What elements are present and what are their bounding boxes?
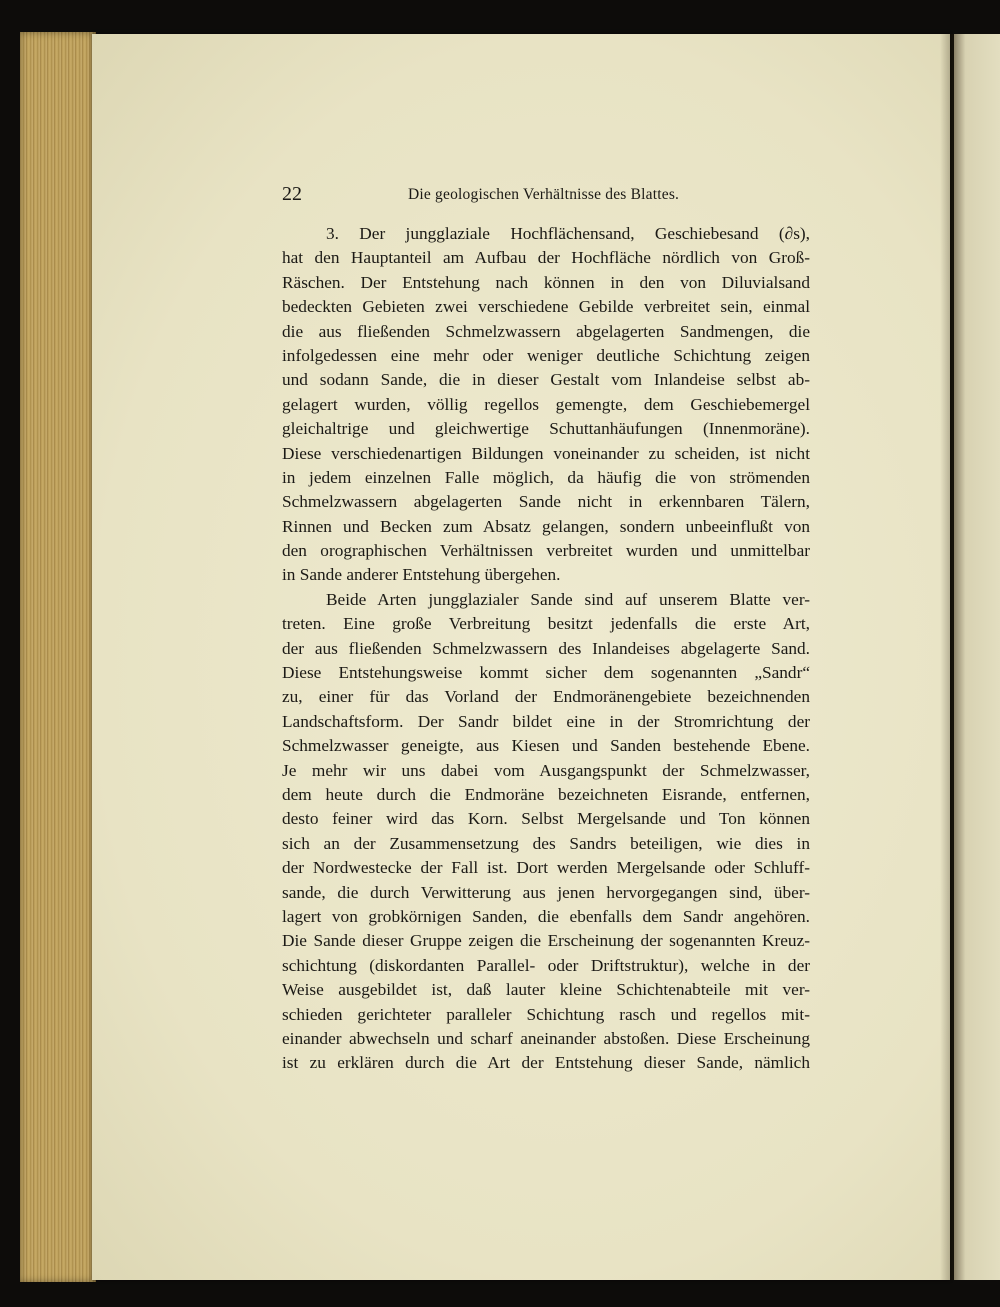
text-line: und sodann Sande, die in dieser Gestalt vom Inlandeise selbst ab- xyxy=(282,370,810,390)
text-line: den orographischen Verhältnissen verbreitet wurden und unmittelbar xyxy=(282,541,810,561)
text-line: ist zu erklären durch die Art der Entstehung dieser Sande, nämlich xyxy=(282,1053,810,1073)
body-text xyxy=(282,222,810,1076)
text-line: Räschen. Der Entstehung nach können in den von Diluvialsand xyxy=(282,272,810,292)
paragraph-2 xyxy=(282,588,810,1076)
text-line: Landschaftsform. Der Sandr bildet eine in der Stromrichtung der xyxy=(282,711,810,731)
text-line: die aus fließenden Schmelzwassern abgelagerten Sandmengen, die xyxy=(282,321,810,341)
page-gutter-shadow xyxy=(940,34,954,1280)
text-line: der Nordwestecke der Fall ist. Dort werden Mergelsande oder Schluff- xyxy=(282,858,810,878)
text-line: in Sande anderer Entstehung übergehen. xyxy=(282,565,561,585)
text-line: 3. Der jungglaziale Hochflächensand, Geschiebesand (∂s), xyxy=(326,224,810,243)
text-line: gleichaltrige und gleichwertige Schuttanhäufungen (Innenmoräne). xyxy=(282,419,810,439)
paragraph-1 xyxy=(282,222,810,588)
text-line: in jedem einzelnen Falle möglich, da häufig die von strömenden xyxy=(282,467,810,487)
text-line: desto feiner wird das Korn. Selbst Mergelsande und Ton können xyxy=(282,809,810,829)
book-page-edges xyxy=(20,32,96,1282)
text-line: Die Sande dieser Gruppe zeigen die Erscheinung der sogenannten Kreuz- xyxy=(282,931,810,951)
page-number: 22 xyxy=(282,183,302,205)
text-line: treten. Eine große Verbreitung besitzt jedenfalls die erste Art, xyxy=(282,614,810,634)
text-line: dem heute durch die Endmoräne bezeichneten Eisrande, entfernen, xyxy=(282,784,810,804)
text-line: sich an der Zusammensetzung des Sandrs beteiligen, wie dies in xyxy=(282,833,810,853)
text-line: Beide Arten jungglazialer Sande sind auf unserem Blatte ver- xyxy=(326,589,810,609)
text-line: der aus fließenden Schmelzwassern des Inlandeises abgelagerte Sand. xyxy=(282,638,810,658)
text-line: hat den Hauptanteil am Aufbau der Hochfläche nördlich von Groß- xyxy=(282,248,810,268)
text-line: Schmelzwasser geneigte, aus Kiesen und Sanden bestehende Ebene. xyxy=(282,736,810,756)
text-line: gelagert wurden, völlig regellos gemengte, dem Geschiebemergel xyxy=(282,394,810,414)
text-line: Weise ausgebildet ist, daß lauter kleine Schichtenabteile mit ver- xyxy=(282,980,810,1000)
text-line: Schmelzwassern abgelagerten Sande nicht in erkennbaren Tälern, xyxy=(282,492,810,512)
text-line: einander abwechseln und scharf aneinander abstoßen. Diese Erscheinung xyxy=(282,1028,810,1048)
text-line: lagert von grobkörnigen Sanden, die ebenfalls dem Sandr angehören. xyxy=(282,906,810,926)
text-line: bedeckten Gebieten zwei verschiedene Gebilde verbreitet sein, einmal xyxy=(282,297,810,317)
text-line: Je mehr wir uns dabei vom Ausgangspunkt der Schmelzwasser, xyxy=(282,760,810,780)
text-line: sande, die durch Verwitterung aus jenen hervorgegangen sind, über- xyxy=(282,882,810,902)
text-line: schichtung (diskordanten Parallel- oder Driftstruktur), welche in der xyxy=(282,955,810,975)
running-title: Die geologischen Verhältnisse des Blattes. xyxy=(408,186,680,203)
facing-page-edge xyxy=(954,34,1000,1280)
text-line: infolgedessen eine mehr oder weniger deutliche Schichtung zeigen xyxy=(282,345,810,365)
text-line: schieden gerichteter paralleler Schichtung rasch und regellos mit- xyxy=(282,1004,810,1024)
text-line: Diese verschiedenartigen Bildungen voneinander zu scheiden, ist nicht xyxy=(282,443,810,463)
text-line: Diese Entstehungsweise kommt sicher dem sogenannten „Sandr“ xyxy=(282,663,810,683)
text-line: zu, einer für das Vorland der Endmoränengebiete bezeichnenden xyxy=(282,687,810,707)
text-line: Rinnen und Becken zum Absatz gelangen, sondern unbeeinflußt von xyxy=(282,516,810,536)
